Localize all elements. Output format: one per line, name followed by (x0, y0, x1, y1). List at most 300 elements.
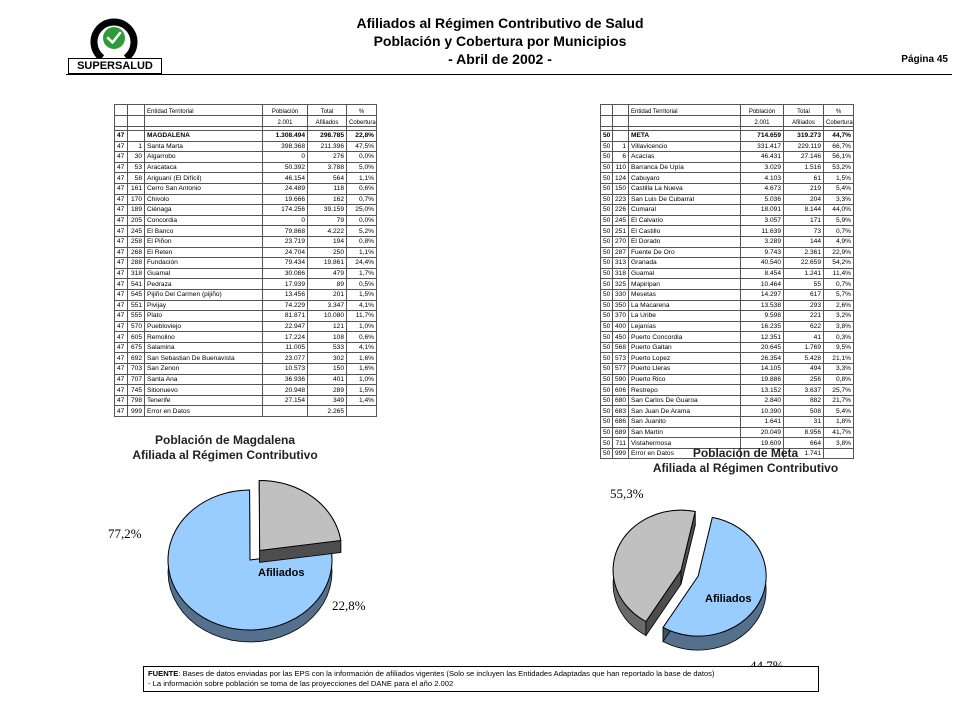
meta-chart-title (613, 446, 878, 476)
table-cell: 24.489 (263, 183, 308, 194)
table-cell: 50 (601, 247, 613, 258)
table-cell: 302 (308, 353, 347, 364)
table-cell: 5.036 (741, 194, 784, 205)
table-row (115, 173, 377, 184)
table-cell: 6 (613, 152, 629, 163)
table-cell: 22,9% (824, 247, 854, 258)
table-cell: 50 (601, 194, 613, 205)
table-cell: 61 (784, 173, 824, 184)
table-cell: 577 (613, 364, 629, 375)
table-cell: Acacías (629, 152, 741, 163)
magdalena-table (114, 104, 377, 417)
table-cell: 331.417 (741, 141, 784, 152)
table-cell: 1.516 (784, 162, 824, 173)
table-cell: 66,7% (824, 141, 854, 152)
table-cell: San Zenon (145, 364, 263, 375)
table-cell: 11,4% (824, 268, 854, 279)
table-cell: 221 (784, 311, 824, 322)
table-cell: 50 (601, 353, 613, 364)
table-cell: 79.434 (263, 258, 308, 269)
table-cell: 11,7% (347, 311, 377, 322)
table-cell: 293 (784, 300, 824, 311)
table-cell: 47 (115, 374, 128, 385)
table-row (115, 268, 377, 279)
table-cell: 313 (613, 258, 629, 269)
table-row (115, 258, 377, 269)
table-cell: 50 (601, 311, 613, 322)
column-header (115, 105, 128, 116)
table-cell: 268 (128, 247, 145, 258)
table-cell: San Juanito (629, 417, 741, 428)
table-row (115, 395, 377, 406)
table-cell: 5,4% (824, 406, 854, 417)
table-cell: 47 (115, 300, 128, 311)
table-cell: 124 (613, 173, 629, 184)
table-row (601, 332, 854, 343)
header-divider (66, 74, 952, 75)
meta-chart-title-line2: Afiliada al Régimen Contributivo (652, 461, 839, 475)
table-cell: 0,6% (347, 183, 377, 194)
slice-percent-label: 55,3% (610, 486, 644, 501)
table-cell: 325 (613, 279, 629, 290)
table-cell: 1,6% (347, 353, 377, 364)
table-cell: Aracataca (145, 162, 263, 173)
table-cell: Pivijay (145, 300, 263, 311)
table-row (115, 194, 377, 205)
column-header: % (824, 105, 854, 116)
table-row (601, 152, 854, 163)
table-cell: 55 (784, 279, 824, 290)
table-cell: 12.351 (741, 332, 784, 343)
table-cell: 39.159 (308, 205, 347, 216)
table-cell: 1,5% (347, 289, 377, 300)
table-cell (613, 131, 629, 142)
table-row (601, 236, 854, 247)
table-cell: 288 (128, 258, 145, 269)
column-header: Afiliados (784, 116, 824, 127)
table-cell: 74.229 (263, 300, 308, 311)
table-cell: 0,8% (824, 374, 854, 385)
slice-category-label: Afiliados (705, 593, 752, 605)
table-cell: 150 (308, 364, 347, 375)
table-cell: 19.861 (308, 258, 347, 269)
table-cell: 25,7% (824, 385, 854, 396)
table-cell: 3.347 (308, 300, 347, 311)
table-cell: 47 (115, 353, 128, 364)
table-row (601, 194, 854, 205)
table-cell: 3.289 (741, 236, 784, 247)
table-cell: 0,7% (824, 279, 854, 290)
table-cell: 47,5% (347, 141, 377, 152)
table-row (115, 385, 377, 396)
table-cell: MAGDALENA (145, 131, 263, 142)
table-cell: 47 (115, 342, 128, 353)
table-cell: 50 (601, 364, 613, 375)
table-cell: 205 (128, 215, 145, 226)
table-cell: 47 (115, 162, 128, 173)
table-cell (263, 406, 308, 417)
table-cell: 23.719 (263, 236, 308, 247)
table-cell: 398.368 (263, 141, 308, 152)
table-cell: 47 (115, 173, 128, 184)
table-cell: 47 (115, 395, 128, 406)
table-cell: San Carlos De Guaroa (629, 395, 741, 406)
column-header: Población (741, 105, 784, 116)
meta-pie-chart (600, 480, 840, 664)
table-cell: 50.392 (263, 162, 308, 173)
table-cell: 50 (601, 215, 613, 226)
table-cell: 219 (784, 183, 824, 194)
table-cell: 1.769 (784, 342, 824, 353)
table-row (115, 406, 377, 417)
table-cell: 47 (115, 236, 128, 247)
table-cell: 11.639 (741, 226, 784, 237)
table-cell: La Macarena (629, 300, 741, 311)
table-cell: 1,0% (347, 374, 377, 385)
table-cell: 330 (613, 289, 629, 300)
table-cell: 53 (128, 162, 145, 173)
table-cell: Vistahermosa (629, 438, 741, 449)
table-cell: 41 (784, 332, 824, 343)
table-cell: 1,0% (347, 321, 377, 332)
table-cell: 50 (601, 438, 613, 449)
table-cell: 14.297 (741, 289, 784, 300)
table-cell: 14.105 (741, 364, 784, 375)
table-cell: 22.947 (263, 321, 308, 332)
column-header (145, 116, 263, 127)
table-cell: 13.538 (741, 300, 784, 311)
source-text: : Bases de datos enviadas por las EPS con la información de afiliados vigentes (Solo se incluyen las Entidades Adaptadas que han reportado la base de datos) (178, 669, 715, 678)
table-cell: 714.659 (741, 131, 784, 142)
table-cell: 50 (601, 427, 613, 438)
table-cell: Cumaral (629, 205, 741, 216)
table-cell: 108 (308, 332, 347, 343)
table-cell: 226 (613, 205, 629, 216)
table-cell: 3.029 (741, 162, 784, 173)
table-row (115, 183, 377, 194)
table-cell: 0,7% (347, 194, 377, 205)
table-cell: 541 (128, 279, 145, 290)
table-cell: 1.641 (741, 417, 784, 428)
table-cell: 882 (784, 395, 824, 406)
table-cell: 54,2% (824, 258, 854, 269)
table-cell: 20.049 (741, 427, 784, 438)
table-cell: 11.005 (263, 342, 308, 353)
table-cell: 707 (128, 374, 145, 385)
table-cell: 2.361 (784, 247, 824, 258)
table-cell: 189 (128, 205, 145, 216)
table-cell: Guamal (629, 268, 741, 279)
table-cell: 44,0% (824, 205, 854, 216)
column-header (601, 116, 613, 127)
table-cell: 50 (601, 406, 613, 417)
table-row (115, 226, 377, 237)
table-cell: 21,1% (824, 353, 854, 364)
table-cell: 204 (784, 194, 824, 205)
table-cell: 276 (308, 152, 347, 163)
table-cell: Mapiripan (629, 279, 741, 290)
table-cell: 318 (128, 268, 145, 279)
table-cell: 568 (613, 342, 629, 353)
table-cell: 573 (613, 353, 629, 364)
table-cell: 223 (613, 194, 629, 205)
table-cell: 50 (601, 374, 613, 385)
title-line-2: Población y Cobertura por Municipios (373, 33, 627, 49)
table-cell: 4,9% (824, 236, 854, 247)
table-cell: 22.659 (784, 258, 824, 269)
column-header: Entidad Territorial (145, 105, 263, 116)
table-cell: El Reten (145, 247, 263, 258)
table-cell: 47 (115, 205, 128, 216)
header-row (601, 116, 854, 127)
table-cell: 47 (115, 406, 128, 417)
table-cell: 9.598 (741, 311, 784, 322)
table-cell: 22,8% (347, 131, 377, 142)
table-cell: 1,1% (347, 247, 377, 258)
table-cell: 110 (613, 162, 629, 173)
table-cell: 245 (128, 226, 145, 237)
table-cell: 3,2% (824, 311, 854, 322)
table-cell: 1,1% (347, 173, 377, 184)
table-cell: 8.144 (784, 205, 824, 216)
table-row (601, 183, 854, 194)
table-cell: 79 (308, 215, 347, 226)
slice-percent-label: 77,2% (108, 526, 142, 541)
table-cell: 570 (128, 321, 145, 332)
header-row (115, 116, 377, 127)
table-cell: 9,5% (824, 342, 854, 353)
table-cell: 5,2% (347, 226, 377, 237)
page-number: Página 45 (901, 54, 948, 65)
column-header: Población (263, 105, 308, 116)
table-cell: 47 (115, 141, 128, 152)
table-cell: 50 (601, 236, 613, 247)
table-cell: 17.939 (263, 279, 308, 290)
table-row (601, 279, 854, 290)
table-cell: 258 (128, 236, 145, 247)
table-row (601, 162, 854, 173)
table-row (115, 205, 377, 216)
table-row (601, 258, 854, 269)
table-cell: 47 (115, 321, 128, 332)
table-cell: 121 (308, 321, 347, 332)
table-cell: 401 (308, 374, 347, 385)
table-cell: 31 (784, 417, 824, 428)
table-cell: 617 (784, 289, 824, 300)
table-row (601, 141, 854, 152)
table-cell: 16.235 (741, 321, 784, 332)
table-cell: Puerto Rico (629, 374, 741, 385)
table-cell: 545 (128, 289, 145, 300)
table-cell: 370 (613, 311, 629, 322)
table-cell: 479 (308, 268, 347, 279)
table-cell: 161 (128, 183, 145, 194)
table-cell: Pedraza (145, 279, 263, 290)
table-cell: 686 (613, 417, 629, 428)
population-note: - La información sobre población se toma de las proyecciones del DANE para el año 2.002 (148, 679, 454, 688)
column-header: 2.001 (263, 116, 308, 127)
table-cell: 689 (613, 427, 629, 438)
table-cell: 1.308.494 (263, 131, 308, 142)
table-row (601, 173, 854, 184)
table-cell: 4,1% (347, 342, 377, 353)
slice-category-label: Afiliados (258, 567, 305, 579)
column-header (128, 105, 145, 116)
table-cell: 3,8% (824, 438, 854, 449)
table-cell: 798 (128, 395, 145, 406)
table-cell: Castilla La Nueva (629, 183, 741, 194)
table-row (115, 342, 377, 353)
table-cell: 245 (613, 215, 629, 226)
table-row (115, 311, 377, 322)
table-row (601, 300, 854, 311)
table-cell: 18.091 (741, 205, 784, 216)
table-cell: El Dorado (629, 236, 741, 247)
table-cell: 1,6% (347, 364, 377, 375)
table-row (601, 311, 854, 322)
column-header: Total (784, 105, 824, 116)
table-cell: 675 (128, 342, 145, 353)
table-cell: 47 (115, 226, 128, 237)
table-cell: 73 (784, 226, 824, 237)
source-label: FUENTE (148, 669, 179, 678)
table-cell: 30.086 (263, 268, 308, 279)
table-cell: 3,8% (824, 321, 854, 332)
table-cell: 20.645 (741, 342, 784, 353)
table-cell: 118 (308, 183, 347, 194)
table-cell: El Piñon (145, 236, 263, 247)
table-row (601, 226, 854, 237)
table-row (601, 268, 854, 279)
table-cell: 1 (128, 141, 145, 152)
table-cell: Guamal (145, 268, 263, 279)
table-cell: 289 (308, 385, 347, 396)
table-cell: 250 (308, 247, 347, 258)
table-cell: 58 (128, 173, 145, 184)
table-cell: 1,8% (824, 417, 854, 428)
table-cell: 50 (601, 342, 613, 353)
table-cell: 53,2% (824, 162, 854, 173)
table-cell: 533 (308, 342, 347, 353)
table-cell: 194 (308, 236, 347, 247)
table-cell: 50 (601, 183, 613, 194)
table-cell: 2.265 (308, 406, 347, 417)
table-row (115, 353, 377, 364)
table-cell: 0,0% (347, 215, 377, 226)
table-cell: Puerto Lopez (629, 353, 741, 364)
table-cell: 10.080 (308, 311, 347, 322)
table-cell: Plato (145, 311, 263, 322)
table-cell: Fuente De Oro (629, 247, 741, 258)
column-header (629, 116, 741, 127)
column-header: Total (308, 105, 347, 116)
table-cell: 19.886 (741, 374, 784, 385)
table-cell: 30 (128, 152, 145, 163)
table-cell: La Uribe (629, 311, 741, 322)
table-cell: 605 (128, 332, 145, 343)
table-cell: Cerro San Antonio (145, 183, 263, 194)
table-cell: Restrepo (629, 385, 741, 396)
table-cell: 680 (613, 395, 629, 406)
table-row (601, 417, 854, 428)
table-cell: 999 (128, 406, 145, 417)
table-row (115, 152, 377, 163)
table-cell: 3,3% (824, 194, 854, 205)
magdalena-pie-chart (100, 480, 400, 660)
table-row (115, 236, 377, 247)
table-cell: 50 (601, 205, 613, 216)
table-cell: 4.673 (741, 183, 784, 194)
table-cell: 4.103 (741, 173, 784, 184)
table-cell: 10.390 (741, 406, 784, 417)
table-cell: 5,7% (824, 289, 854, 300)
table-cell: 50 (601, 321, 613, 332)
column-header: 2.001 (741, 116, 784, 127)
table-cell: 13.456 (263, 289, 308, 300)
table-cell: 2.840 (741, 395, 784, 406)
table-cell: 50 (601, 289, 613, 300)
table-cell: Fundación (145, 258, 263, 269)
table-cell: 27.154 (263, 395, 308, 406)
magdalena-chart-title (95, 433, 355, 463)
table-cell: San Martin (629, 427, 741, 438)
table-cell: 17.224 (263, 332, 308, 343)
table-cell (347, 406, 377, 417)
table-row (601, 247, 854, 258)
table-row (601, 374, 854, 385)
department-total-row (601, 131, 854, 142)
table-cell: 50 (601, 162, 613, 173)
table-cell: 19.609 (741, 438, 784, 449)
table-cell: 23.077 (263, 353, 308, 364)
magdalena-chart-title-line2: Afiliada al Régimen Contributivo (132, 448, 318, 462)
table-cell: 1,5% (347, 385, 377, 396)
table-cell: 711 (613, 438, 629, 449)
table-row (115, 332, 377, 343)
table-cell: Villavicencio (629, 141, 741, 152)
table-cell: 5,4% (824, 183, 854, 194)
table-cell: 0 (263, 152, 308, 163)
table-cell: 703 (128, 364, 145, 375)
table-cell: 50 (601, 279, 613, 290)
table-cell: 0,3% (824, 332, 854, 343)
table-cell: 46.154 (263, 173, 308, 184)
table-cell: 400 (613, 321, 629, 332)
table-cell: 318 (613, 268, 629, 279)
column-header: Entidad Territorial (629, 105, 741, 116)
table-cell: 89 (308, 279, 347, 290)
table-cell: Sitionuevo (145, 385, 263, 396)
table-cell: 251 (613, 226, 629, 237)
table-cell: 256 (784, 374, 824, 385)
meta-table (600, 104, 854, 459)
table-row (601, 353, 854, 364)
column-header: Cobertura (824, 116, 854, 127)
table-cell: 47 (115, 131, 128, 142)
table-cell: 1,5% (824, 173, 854, 184)
column-header (128, 116, 145, 127)
table-cell: 47 (115, 268, 128, 279)
table-cell: El Banco (145, 226, 263, 237)
table-row (115, 141, 377, 152)
table-cell: 1 (613, 141, 629, 152)
table-cell: 287 (613, 247, 629, 258)
table-cell: 1,7% (347, 268, 377, 279)
table-cell: Barranca De Upía (629, 162, 741, 173)
source-note (143, 666, 819, 692)
column-header (115, 116, 128, 127)
table-cell: 229.119 (784, 141, 824, 152)
